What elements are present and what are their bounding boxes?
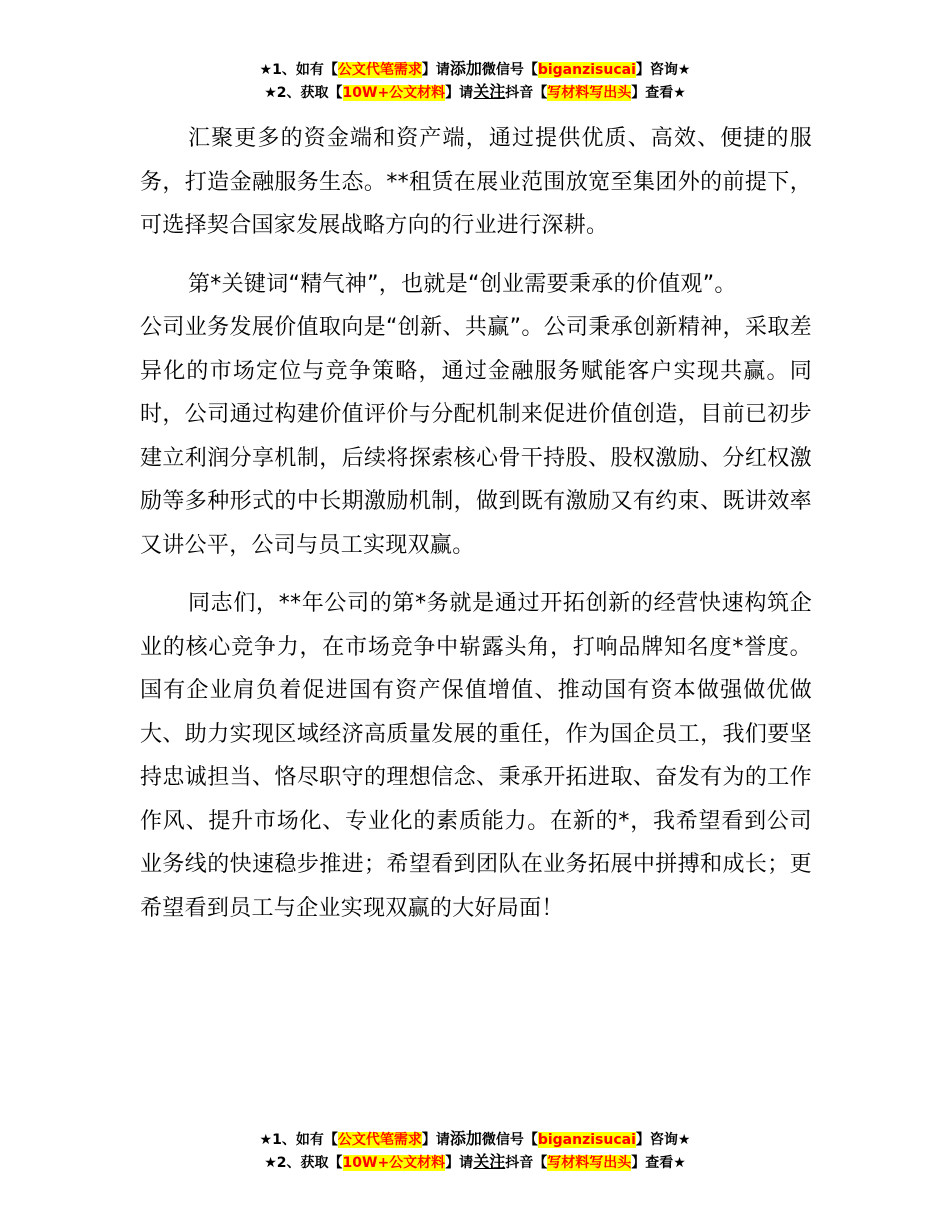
paragraph-continued: 汇聚更多的资金端和资产端，通过提供优质、高效、便捷的服务，打造金融服务生态。**租赁在展业范围放宽至集团外的前提下，可选择契合国家发展战略方向的行业进行深耕。 — [140, 126, 812, 238]
paragraph: 第*关键词“精气神”，也就是“创业需要秉承的价值观”。 — [188, 271, 737, 297]
banner-text: 】请 — [421, 62, 450, 78]
banner-text: 【 — [323, 1132, 338, 1148]
banner-text: 】请 — [445, 1155, 474, 1171]
banner-text: ★2、获取【 — [264, 85, 343, 101]
header-banner — [0, 58, 950, 104]
banner-text: 】查看★ — [631, 85, 686, 101]
banner-text: 】咨询★ — [635, 1132, 691, 1148]
banner-text: 抖音【 — [505, 1155, 548, 1171]
banner-highlight: 公文代笔需求 — [337, 1132, 422, 1148]
banner-text: 微信号【 — [481, 62, 538, 78]
banner-highlight: 10W+公文材料 — [342, 85, 446, 101]
banner-highlight: 10W+公文材料 — [342, 1155, 446, 1171]
banner-text: 微信号【 — [481, 1132, 538, 1148]
banner-highlight: 公文代笔需求 — [337, 62, 422, 78]
banner-emphasis: 添加 — [449, 1129, 482, 1148]
paragraph: 公司业务发展价值取向是“创新、共赢”。公司秉承创新精神，采取差异化的市场定位与竞争策略，通过金融服务赋能客户实现共赢。同时，公司通过构建价值评价与分配机制来促进价值创造，目前已初步建立利润分享机制，后续将探索核心骨干持股、股权激励、分红权激励等多种形式的中长期激励机制，做到既有激励又有约束、既讲效率又讲公平，公司与员工实现双赢。 — [140, 315, 812, 558]
banner-text: 】请 — [421, 1132, 450, 1148]
banner-text: 【 — [323, 62, 338, 78]
footer-banner — [0, 1128, 950, 1174]
banner-text: ★1、如有 — [259, 1132, 324, 1148]
paragraph: 同志们，**年公司的第*务就是通过开拓创新的经营快速构筑企业的核心竞争力，在市场竞争中崭露头角，打响品牌知名度*誉度。国有企业肩负着促进国有资产保值增值、推动国有资本做强做优做大、助力实现区域经济高质量发展的重任，作为国企员工，我们要坚持忠诚担当、恪尽职守的理想信念、秉承开拓进取、奋发有为的工作作风、提升市场化、专业化的素质能力。在新的*，我希望看到公司业务线的快速稳步推进；希望看到团队在业务拓展中拼搏和成长；更希望看到员工与企业实现双赢的大好局面！ — [140, 591, 812, 921]
banner-text: 】咨询★ — [635, 62, 691, 78]
header-banner-line-2 — [0, 81, 950, 104]
banner-text: 】查看★ — [631, 1155, 686, 1171]
banner-text: 】请 — [445, 85, 474, 101]
banner-highlight: 写材料写出头 — [547, 1155, 632, 1171]
banner-highlight: 写材料写出头 — [547, 85, 632, 101]
banner-text: ★2、获取【 — [264, 1155, 343, 1171]
banner-highlight: biganzisucai — [537, 1132, 636, 1148]
banner-text: 抖音【 — [505, 85, 548, 101]
banner-emphasis: 关注 — [473, 1152, 506, 1171]
banner-highlight: biganzisucai — [537, 62, 636, 78]
banner-emphasis: 关注 — [473, 82, 506, 101]
footer-banner-line-1 — [0, 1128, 950, 1151]
header-banner-line-1 — [0, 58, 950, 81]
footer-banner-line-2 — [0, 1151, 950, 1174]
banner-emphasis: 添加 — [449, 59, 482, 78]
document-body — [140, 117, 812, 930]
banner-text: ★1、如有 — [259, 62, 324, 78]
